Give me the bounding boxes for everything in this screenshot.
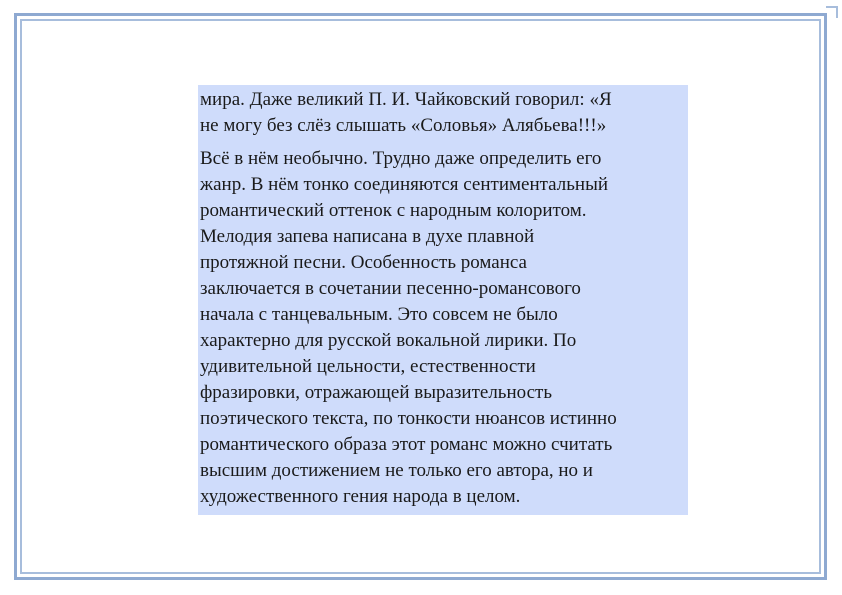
text-line: характерно для русской вокальной лирики. По bbox=[200, 330, 577, 351]
text-line: жанр. В нём тонко соединяются сентиментальный bbox=[200, 174, 608, 195]
text-block bbox=[198, 85, 688, 515]
text-line: художественного гения народа в целом. bbox=[200, 486, 521, 507]
paragraph-description bbox=[200, 146, 686, 510]
frame-corner-mark bbox=[826, 6, 838, 18]
text-line: поэтического текста, по тонкости нюансов истинно bbox=[200, 408, 617, 429]
paragraph-quote bbox=[200, 87, 686, 139]
text-line: романтического образа этот романс можно считать bbox=[200, 434, 613, 455]
text-line: заключается в сочетании песенно-романсового bbox=[200, 278, 581, 299]
text-line: Всё в нём необычно. Трудно даже определить его bbox=[200, 148, 602, 169]
text-line: не могу без слёз слышать «Соловья» Алябьева!!!» bbox=[200, 115, 607, 136]
text-line: протяжной песни. Особенность романса bbox=[200, 252, 527, 273]
text-line: высшим достижением не только его автора, но и bbox=[200, 460, 593, 481]
text-line: мира. Даже великий П. И. Чайковский говорил: «Я bbox=[200, 89, 612, 110]
text-line: романтический оттенок с народным колоритом. bbox=[200, 200, 587, 221]
text-line: фразировки, отражающей выразительность bbox=[200, 382, 553, 403]
text-line: удивительной цельности, естественности bbox=[200, 356, 536, 377]
text-line: Мелодия запева написана в духе плавной bbox=[200, 226, 535, 247]
text-line: начала с танцевальным. Это совсем не было bbox=[200, 304, 558, 325]
